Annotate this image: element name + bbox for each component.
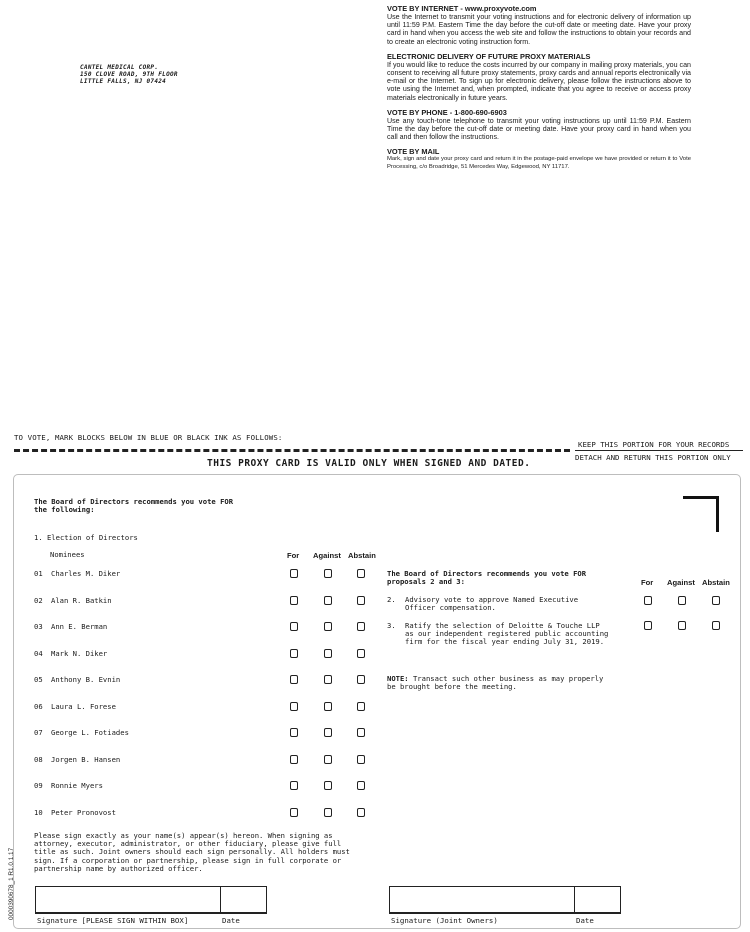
joint-date-box[interactable]	[574, 886, 621, 913]
mail-heading: VOTE BY MAIL	[387, 147, 440, 157]
internet-heading: VOTE BY INTERNET - www.proxyvote.com	[387, 4, 537, 13]
nominee-against-checkbox[interactable]	[324, 569, 332, 578]
nominee-for-checkbox[interactable]	[290, 569, 298, 578]
nominee-for-checkbox[interactable]	[290, 781, 298, 790]
proposals-recommendation: The Board of Directors recommends you vote FOR proposals 2 and 3:	[387, 569, 587, 587]
nominee-for-checkbox[interactable]	[290, 728, 298, 737]
nominee-for-checkbox[interactable]	[290, 808, 298, 817]
nominee-abstain-checkbox[interactable]	[357, 596, 365, 605]
proposal-2-text: Advisory vote to approve Named Executive Officer compensation.	[405, 595, 579, 613]
signing-instructions: Please sign exactly as your name(s) appear(s) hereon. When signing as attorney, executor, administrator, or other fiduciary, please give full title as such. Joint owners should each sign personally. All holders must sign. If a corporation or partnership, please sign in full corporate or partnership name by authorized officer.	[34, 831, 350, 873]
nominee-number: 10	[34, 808, 43, 817]
nominee-name: Ronnie Myers	[51, 781, 103, 790]
address-line-1: CANTEL MEDICAL CORP.	[80, 64, 159, 71]
registration-corner-mark	[683, 496, 719, 532]
nominee-against-checkbox[interactable]	[324, 808, 332, 817]
date-box[interactable]	[220, 886, 267, 913]
proposal-2-against-checkbox[interactable]	[678, 596, 686, 605]
nominee-against-checkbox[interactable]	[324, 622, 332, 631]
nominee-number: 02	[34, 596, 43, 605]
mailing-address	[80, 64, 178, 85]
nominee-name: Charles M. Diker	[51, 569, 121, 578]
nominee-name: Jorgen B. Hansen	[51, 755, 121, 764]
nominees-label: Nominees	[50, 550, 85, 559]
detach-portion-label: DETACH AND RETURN THIS PORTION ONLY	[575, 453, 731, 462]
proposal-2-abstain-checkbox[interactable]	[712, 596, 720, 605]
nominee-abstain-checkbox[interactable]	[357, 702, 365, 711]
nominee-name: Alan R. Batkin	[51, 596, 112, 605]
col-abstain-proposals: Abstain	[702, 578, 730, 587]
nominee-for-checkbox[interactable]	[290, 702, 298, 711]
proposal-3-abstain-checkbox[interactable]	[712, 621, 720, 630]
joint-signature-box[interactable]	[389, 886, 575, 913]
nominee-number: 09	[34, 781, 43, 790]
proposal-2-for-checkbox[interactable]	[644, 596, 652, 605]
signature-label: Signature [PLEASE SIGN WITHIN BOX]	[37, 916, 189, 925]
nominee-abstain-checkbox[interactable]	[357, 781, 365, 790]
nominee-number: 08	[34, 755, 43, 764]
joint-signature-label: Signature (Joint Owners)	[391, 916, 498, 925]
nominee-against-checkbox[interactable]	[324, 649, 332, 658]
nominee-abstain-checkbox[interactable]	[357, 649, 365, 658]
nominee-name: Peter Pronovost	[51, 808, 116, 817]
note-block: NOTE: Transact such other business as may properly be brought before the meeting.	[387, 674, 604, 692]
keep-divider	[575, 450, 743, 451]
nominee-name: Anthony B. Evnin	[51, 675, 121, 684]
nominee-for-checkbox[interactable]	[290, 675, 298, 684]
proposal-2-number: 2.	[387, 595, 396, 604]
signature-underline	[35, 913, 267, 914]
nominee-abstain-checkbox[interactable]	[357, 728, 365, 737]
nominee-number: 04	[34, 649, 43, 658]
board-recommendation: The Board of Directors recommends you vote FOR the following:	[34, 497, 234, 515]
phone-body: Use any touch-tone telephone to transmit your voting instructions up until 11:59 P.M. Eastern Time the day before the cut-off date or meeting date. Have your proxy card in hand when you call and then follow the instructions.	[387, 116, 691, 142]
col-for: For	[287, 551, 300, 560]
nominee-name: Ann E. Berman	[51, 622, 108, 631]
proposal-3-against-checkbox[interactable]	[678, 621, 686, 630]
proposal-3-for-checkbox[interactable]	[644, 621, 652, 630]
nominee-for-checkbox[interactable]	[290, 622, 298, 631]
nominee-against-checkbox[interactable]	[324, 781, 332, 790]
nominee-abstain-checkbox[interactable]	[357, 622, 365, 631]
proposal-3-number: 3.	[387, 621, 396, 630]
nominee-number: 03	[34, 622, 43, 631]
keep-portion-label: KEEP THIS PORTION FOR YOUR RECORDS	[578, 440, 730, 449]
nominee-for-checkbox[interactable]	[290, 649, 298, 658]
valid-notice: THIS PROXY CARD IS VALID ONLY WHEN SIGNED AND DATED.	[207, 458, 531, 469]
nominee-against-checkbox[interactable]	[324, 702, 332, 711]
joint-date-label: Date	[576, 916, 594, 925]
nominee-against-checkbox[interactable]	[324, 728, 332, 737]
voting-instructions	[387, 4, 691, 177]
col-against: Against	[313, 551, 341, 560]
nominee-number: 06	[34, 702, 43, 711]
nominee-number: 07	[34, 728, 43, 737]
edelivery-heading: ELECTRONIC DELIVERY OF FUTURE PROXY MATERIALS	[387, 51, 591, 61]
nominee-against-checkbox[interactable]	[324, 675, 332, 684]
nominee-abstain-checkbox[interactable]	[357, 808, 365, 817]
edelivery-body: If you would like to reduce the costs incurred by our company in mailing proxy materials, you can consent to receiving all future proxy statements, proxy cards and annual reports electronically via e-mail or the Internet. To sign up for electronic delivery, please follow the instructions above to vote using the Internet and, when prompted, indicate that you agree to receive or access proxy materials electronically in future years.	[387, 60, 692, 102]
col-abstain: Abstain	[348, 551, 376, 560]
nominee-abstain-checkbox[interactable]	[357, 675, 365, 684]
signature-box[interactable]	[35, 886, 221, 913]
date-label: Date	[222, 916, 240, 925]
nominee-abstain-checkbox[interactable]	[357, 569, 365, 578]
col-for-proposals: For	[641, 578, 654, 587]
nominee-number: 05	[34, 675, 43, 684]
election-title: 1. Election of Directors	[34, 533, 138, 542]
nominee-name: Mark N. Diker	[51, 649, 108, 658]
joint-signature-underline	[389, 913, 621, 914]
nominee-for-checkbox[interactable]	[290, 596, 298, 605]
nominee-name: George L. Fotiades	[51, 728, 129, 737]
phone-heading: VOTE BY PHONE - 1-800-690-6903	[387, 107, 507, 117]
detach-dashed-line	[14, 449, 570, 452]
nominee-abstain-checkbox[interactable]	[357, 755, 365, 764]
nominee-against-checkbox[interactable]	[324, 596, 332, 605]
col-against-proposals: Against	[667, 578, 695, 587]
side-document-code: 0000390678_1 R1.0.1.17	[8, 847, 15, 920]
internet-body: Use the Internet to transmit your voting instructions and for electronic delivery of information up until 11:59 P.M. Eastern Time the day before the cut-off date or meeting date. Have your proxy card in hand when you access the web site and follow the instructions to obtain your records and to create an electronic voting instruction form.	[387, 13, 691, 46]
address-line-2: 150 CLOVE ROAD, 9TH FLOOR	[80, 71, 178, 78]
note-label: NOTE:	[387, 674, 409, 683]
nominee-against-checkbox[interactable]	[324, 755, 332, 764]
mark-instructions: TO VOTE, MARK BLOCKS BELOW IN BLUE OR BLACK INK AS FOLLOWS:	[14, 433, 283, 442]
proposal-3-text: Ratify the selection of Deloitte & Touche LLP as our independent registered public accounting firm for the fiscal year ending July 31, 2019.	[405, 621, 609, 647]
address-line-3: LITTLE FALLS, NJ 07424	[80, 78, 167, 85]
nominee-name: Laura L. Forese	[51, 702, 116, 711]
nominee-number: 01	[34, 569, 43, 578]
nominee-for-checkbox[interactable]	[290, 755, 298, 764]
mail-body: Mark, sign and date your proxy card and return it in the postage-paid envelope we have provided or return it to Vote Processing, c/o Broadridge, 51 Mercedes Way, Edgewood, NY 11717.	[387, 156, 691, 170]
